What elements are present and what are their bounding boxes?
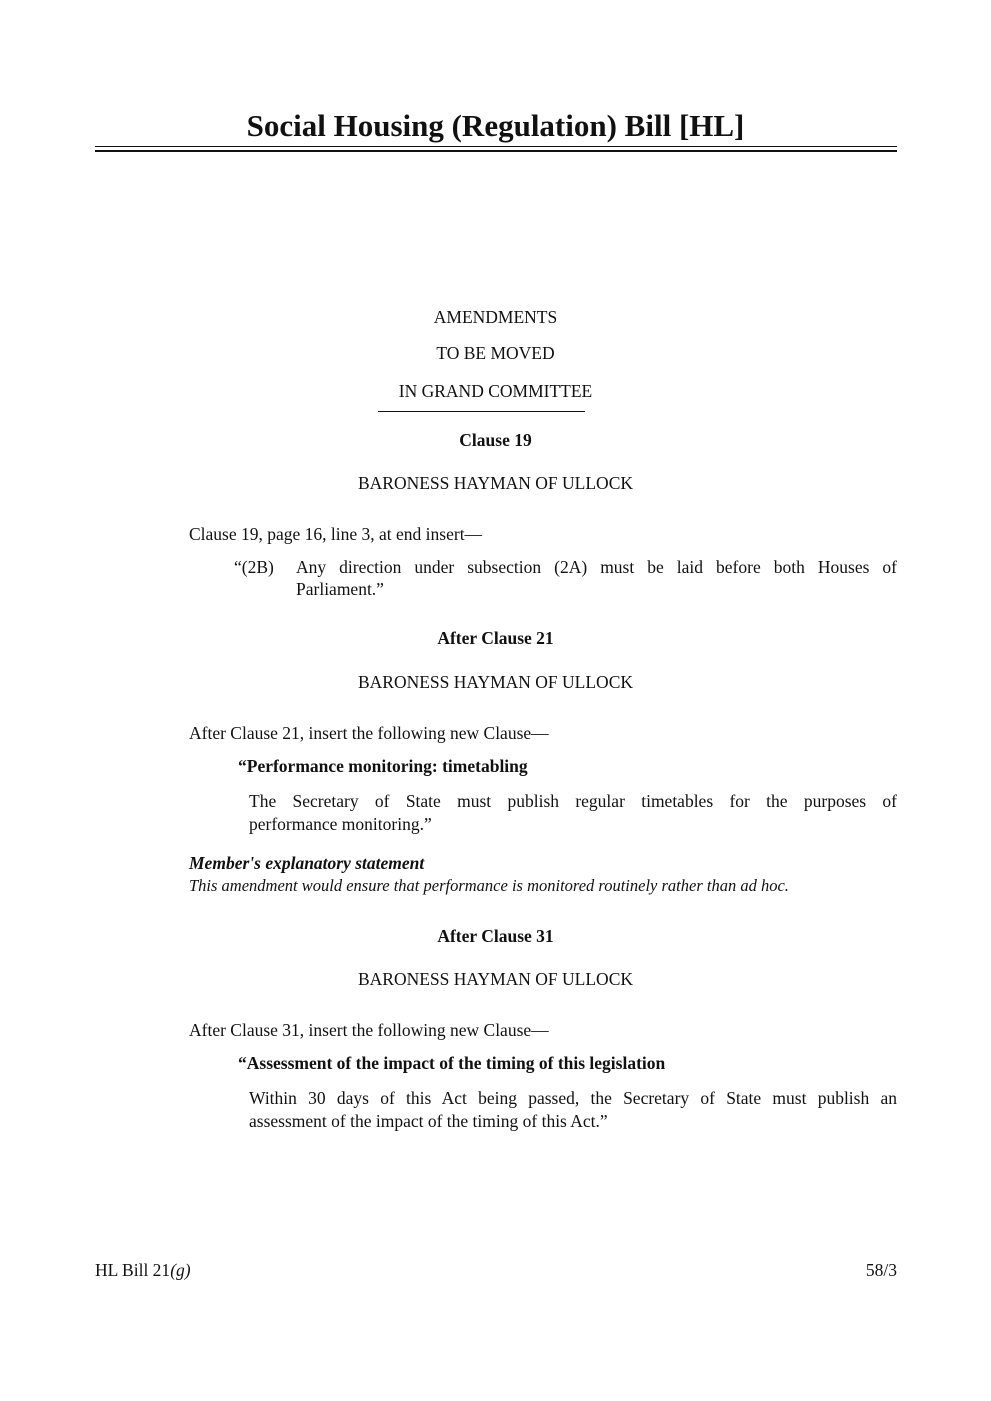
amendment-instruction: After Clause 31, insert the following new Clause— xyxy=(189,1020,549,1040)
document-title: Social Housing (Regulation) Bill [HL] xyxy=(246,108,745,143)
bill-number-suffix: (g) xyxy=(170,1260,191,1280)
new-clause-text-line: performance monitoring.” xyxy=(249,814,432,834)
print-reference: 58/3 xyxy=(865,1260,897,1280)
explanatory-statement-heading: Member's explanatory statement xyxy=(189,853,425,873)
heading-line-3: IN GRAND COMMITTEE xyxy=(398,381,593,401)
member-name: BARONESS HAYMAN OF ULLOCK xyxy=(357,473,634,493)
member-name: BARONESS HAYMAN OF ULLOCK xyxy=(357,672,634,692)
title-rule-thin xyxy=(95,146,897,147)
subsection-text-line: Any direction under subsection (2A) must be laid before both Houses of xyxy=(296,557,897,577)
bill-number-prefix: HL Bill 21 xyxy=(95,1260,171,1280)
new-clause-text-line: Within 30 days of this Act being passed, the Secretary of State must publish an xyxy=(249,1088,897,1108)
new-clause-title: “Performance monitoring: timetabling xyxy=(238,756,528,776)
heading-rule xyxy=(378,411,585,412)
new-clause-title: “Assessment of the impact of the timing of this legislation xyxy=(238,1053,666,1073)
heading-line-2: TO BE MOVED xyxy=(436,343,555,363)
amendment-instruction: After Clause 21, insert the following new Clause— xyxy=(189,723,549,743)
clause-heading: After Clause 31 xyxy=(437,926,554,946)
subsection-number: “(2B) xyxy=(234,557,274,577)
subsection-text-line: Parliament.” xyxy=(296,579,384,599)
new-clause-text-line: The Secretary of State must publish regular timetables for the purposes of xyxy=(249,791,897,811)
clause-heading: After Clause 21 xyxy=(437,628,554,648)
new-clause-text-line: assessment of the impact of the timing of this Act.” xyxy=(249,1111,608,1131)
explanatory-statement-text: This amendment would ensure that performance is monitored routinely rather than ad hoc. xyxy=(189,876,789,895)
bill-number xyxy=(95,1259,191,1281)
heading-line-1: AMENDMENTS xyxy=(433,307,558,327)
title-rule-thick xyxy=(95,150,897,152)
amendment-instruction: Clause 19, page 16, line 3, at end insert— xyxy=(189,524,483,544)
member-name: BARONESS HAYMAN OF ULLOCK xyxy=(357,969,634,989)
clause-heading: Clause 19 xyxy=(459,430,532,450)
